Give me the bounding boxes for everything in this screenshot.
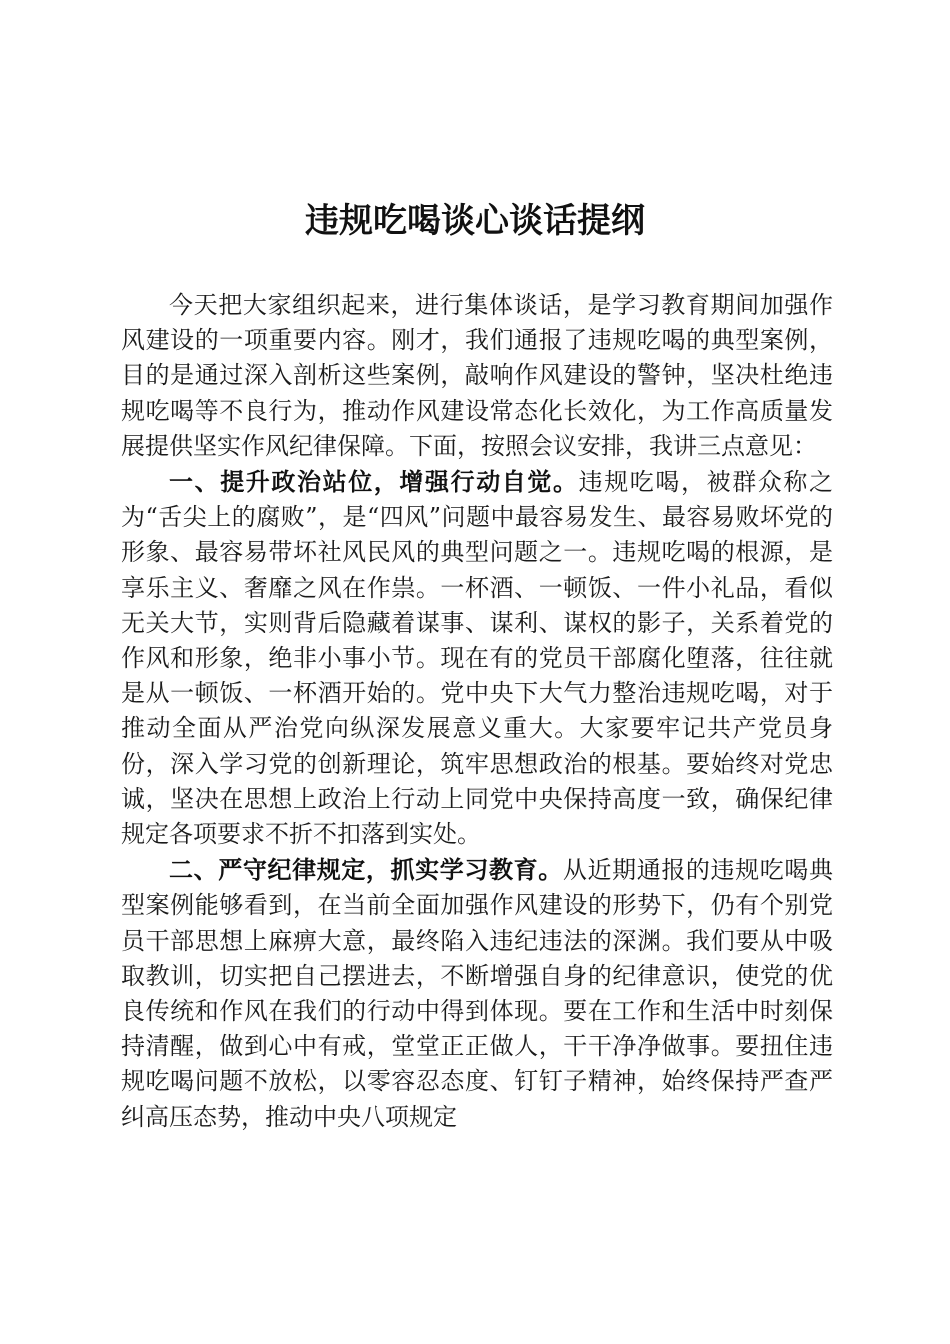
section-paragraph-1 (121, 464, 833, 852)
section-heading-2: 二、严守纪律规定，抓实学习教育。 (169, 855, 563, 885)
intro-paragraph: 今天把大家组织起来，进行集体谈话，是学习教育期间加强作风建设的一项重要内容。刚才，我们通报了违规吃喝的典型案例，目的是通过深入剖析这些案例，敲响作风建设的警钟，坚决杜绝违规吃喝等不良行为，推动作风建设常态化长效化，为工作高质量发展提供坚实作风纪律保障。下面，按照会议安排，我讲三点意见： (121, 291, 833, 460)
section-text-1: 违规吃喝，被群众称之为“舌尖上的腐败”，是“四风”问题中最容易发生、最容易败坏党的形象、最容易带坏社风民风的典型问题之一。违规吃喝的根源，是享乐主义、奢靡之风在作祟。一杯酒、一顿饭、一件小礼品，看似无关大节，实则背后隐藏着谋事、谋利、谋权的影子，关系着党的作风和形象，绝非小事小节。现在有的党员干部腐化堕落，往往就是从一顿饭、一杯酒开始的。党中央下大气力整治违规吃喝，对于推动全面从严治党向纵深发展意义重大。大家要牢记共产党员身份，深入学习党的创新理论，筑牢思想政治的根基。要始终对党忠诚，坚决在思想上政治上行动上同党中央保持高度一致，确保纪律规定各项要求不折不扣落到实处。 (121, 468, 834, 849)
document-body (121, 288, 833, 1135)
section-heading-1: 一、提升政治站位，增强行动自觉。 (169, 467, 579, 497)
section-paragraph-2 (121, 852, 833, 1135)
section-text-2: 从近期通报的违规吃喝典型案例能够看到，在当前全面加强作风建设的形势下，仍有个别党员干部思想上麻痹大意，最终陷入违纪违法的深渊。我们要从中吸取教训，切实把自己摆进去，不断增强自身的纪律意识，使党的优良传统和作风在我们的行动中得到体现。要在工作和生活中时刻保持清醒，做到心中有戒，堂堂正正做人，干干净净做事。要扭住违规吃喝问题不放松，以零容忍态度、钉钉子精神，始终保持严查严纠高压态势，推动中央八项规定 (121, 856, 834, 1131)
document-title: 违规吃喝谈心谈话提纲 (305, 201, 645, 241)
